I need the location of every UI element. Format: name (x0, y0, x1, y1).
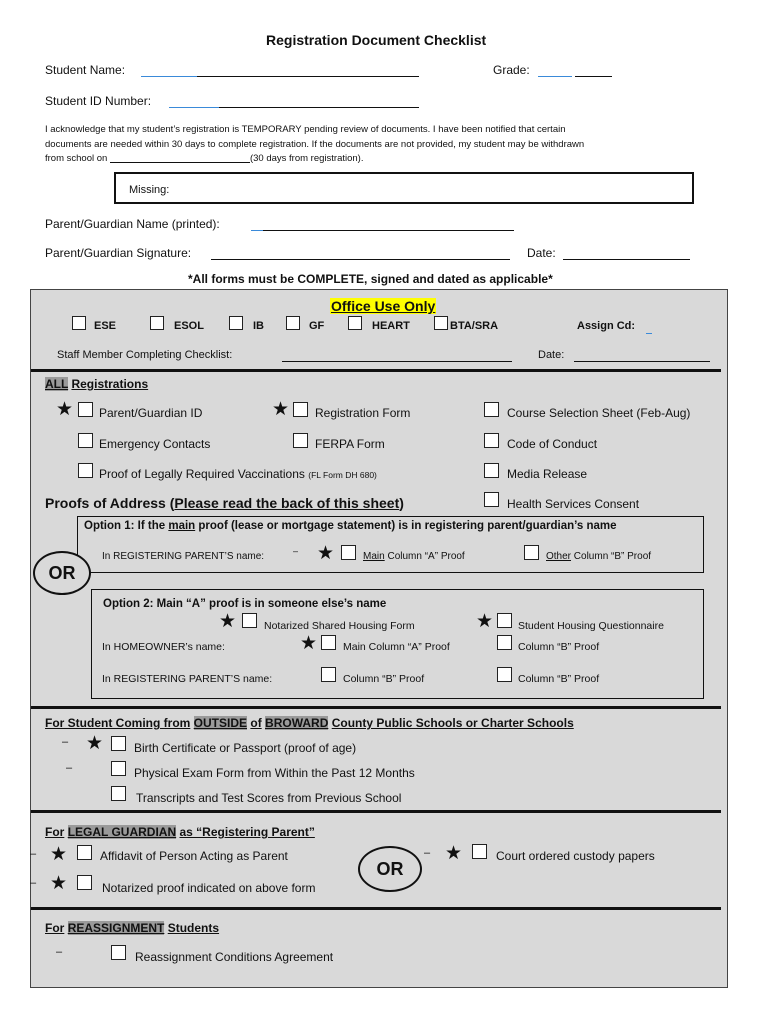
student-name-field[interactable] (197, 76, 419, 77)
code-of-conduct-checkbox[interactable] (484, 433, 499, 448)
star-icon: ★ (50, 873, 68, 894)
col-a-proof: Column “A” Proof (387, 551, 465, 562)
main-word: Main (363, 551, 385, 562)
homeowner-col-b-label: Column “B” Proof (518, 641, 600, 653)
ib-label: IB (253, 320, 264, 332)
star-icon: ★ (476, 611, 494, 632)
proofs-heading-a: Proofs of Address ( (45, 495, 175, 511)
reassignment-label: Reassignment Conditions Agreement (135, 950, 334, 964)
outside-heading (45, 716, 574, 730)
emergency-contacts-label: Emergency Contacts (99, 437, 211, 451)
health-services-label: Health Services Consent (507, 497, 640, 511)
ferpa-checkbox[interactable] (293, 433, 308, 448)
court-custody-checkbox[interactable] (472, 844, 487, 859)
physical-exam-checkbox[interactable] (111, 761, 126, 776)
staff-date-field[interactable] (574, 361, 710, 362)
parent-signature-field[interactable] (211, 259, 510, 260)
student-id-label: Student ID Number: (45, 94, 152, 108)
ib-checkbox[interactable] (229, 316, 243, 330)
parent-col-b-label: Column “B” Proof (343, 673, 425, 685)
or-oval: OR (358, 846, 422, 892)
grade-prefill (538, 76, 572, 77)
gf-checkbox[interactable] (286, 316, 300, 330)
transcripts-label: Transcripts and Test Scores from Previous School (136, 791, 402, 805)
acknowledge-line-3 (45, 153, 363, 164)
outside-c: of (250, 716, 262, 730)
registration-form-label: Registration Form (315, 406, 411, 420)
option-1-main-label (363, 551, 465, 562)
missing-label: Missing: (129, 184, 170, 196)
staff-date-label: Date: (538, 349, 565, 361)
grade-label: Grade: (493, 63, 530, 77)
student-name-prefill (141, 76, 197, 77)
homeowner-label: In HOMEOWNER’s name: (102, 641, 225, 653)
parent-col-b2-checkbox[interactable] (497, 667, 512, 682)
dash-mark: – (293, 546, 299, 556)
option-1-main-checkbox[interactable] (341, 545, 356, 560)
signature-date-label: Date: (527, 246, 556, 260)
proofs-heading-b: Please read the back of this sheet (174, 495, 400, 511)
signature-date-field[interactable] (563, 259, 690, 260)
health-services-checkbox[interactable] (484, 492, 499, 507)
vaccinations-checkbox[interactable] (78, 463, 93, 478)
dash-mark: – (30, 877, 37, 889)
emergency-contacts-checkbox[interactable] (78, 433, 93, 448)
grade-field[interactable] (575, 76, 612, 77)
acknowledge-line-3b: (30 days from registration). (249, 153, 364, 164)
dash-mark: – (30, 848, 37, 860)
star-icon: ★ (272, 399, 290, 420)
section-divider (31, 706, 721, 709)
affidavit-checkbox[interactable] (77, 845, 92, 860)
all-registrations-heading (45, 377, 148, 391)
code-of-conduct-label: Code of Conduct (507, 437, 598, 451)
parent-signature-label: Parent/Guardian Signature: (45, 246, 192, 260)
registrations-word: Registrations (71, 377, 149, 391)
bta-sra-label: BTA/SRA (450, 320, 499, 332)
star-icon: ★ (50, 844, 68, 865)
star-icon: ★ (56, 399, 74, 420)
course-selection-label: Course Selection Sheet (Feb-Aug) (507, 406, 691, 420)
homeowner-main-label: Main Column “A” Proof (343, 641, 450, 653)
heart-label: HEART (372, 320, 410, 332)
dash-mark: – (424, 847, 431, 859)
office-use-title: Office Use Only (331, 298, 436, 314)
all-highlight: ALL (45, 377, 69, 391)
or-oval: OR (33, 551, 91, 595)
acknowledge-line-1: I acknowledge that my student’s registration is TEMPORARY pending review of documents. I have been notified that certain (45, 124, 566, 135)
outside-d: BROWARD (265, 716, 329, 730)
star-icon: ★ (445, 843, 463, 864)
legal-a: For (45, 825, 65, 839)
legal-b: LEGAL GUARDIAN (67, 825, 177, 839)
assign-code-field[interactable] (646, 333, 652, 334)
ese-checkbox[interactable] (72, 316, 86, 330)
esol-label: ESOL (174, 320, 204, 332)
section-divider (31, 907, 721, 910)
proofs-heading-c: ) (399, 495, 404, 511)
notarized-proof-label: Notarized proof indicated on above form (102, 881, 316, 895)
dash-mark: – (56, 946, 63, 958)
ese-label: ESE (94, 320, 117, 332)
birth-certificate-checkbox[interactable] (111, 736, 126, 751)
dash-mark: – (66, 762, 73, 774)
option-2-parent-label: In REGISTERING PARENT’S name: (102, 673, 273, 685)
media-release-label: Media Release (507, 467, 588, 481)
notarized-form-checkbox[interactable] (242, 613, 257, 628)
acknowledge-line-2: documents are needed within 30 days to complete registration. If the documents are not provided, my student may be withdrawn (45, 139, 585, 150)
outside-e: County Public Schools or Charter Schools (331, 716, 574, 730)
option-2-heading: Option 2: Main “A” proof is in someone else’s name (103, 598, 387, 610)
esol-checkbox[interactable] (150, 316, 164, 330)
student-housing-label: Student Housing Questionnaire (518, 620, 664, 632)
parent-col-b-checkbox[interactable] (321, 667, 336, 682)
student-id-field[interactable] (219, 107, 419, 108)
reassignment-heading (45, 921, 219, 935)
parent-name-prefill (251, 230, 263, 231)
outside-a: For Student Coming from (45, 716, 191, 730)
court-custody-label: Court ordered custody papers (496, 849, 655, 863)
course-selection-checkbox[interactable] (484, 402, 499, 417)
parent-name-field[interactable] (263, 230, 514, 231)
withdraw-date-field[interactable] (110, 162, 250, 163)
reassign-a: For (45, 921, 65, 935)
reassign-b: REASSIGNMENT (67, 921, 165, 935)
dash-mark: – (62, 736, 69, 748)
gf-label: GF (309, 320, 325, 332)
vaccinations-note: (FL Form DH 680) (308, 470, 377, 480)
option-1-main: main (168, 520, 196, 532)
parent-id-checkbox[interactable] (78, 402, 93, 417)
notarized-form-label: Notarized Shared Housing Form (264, 620, 415, 632)
option-1-other-label (546, 551, 651, 562)
forms-notice: *All forms must be COMPLETE, signed and dated as applicable* (188, 272, 553, 286)
parent-name-label: Parent/Guardian Name (printed): (45, 217, 220, 231)
section-divider (31, 810, 721, 813)
ferpa-label: FERPA Form (315, 437, 385, 451)
parent-col-b2-label: Column “B” Proof (518, 673, 600, 685)
star-icon: ★ (86, 733, 104, 754)
notarized-proof-checkbox[interactable] (77, 875, 92, 890)
legal-c: as “Registering Parent” (179, 825, 315, 839)
birth-certificate-label: Birth Certificate or Passport (proof of age) (134, 741, 357, 755)
bta-sra-checkbox[interactable] (434, 316, 448, 330)
media-release-checkbox[interactable] (484, 463, 499, 478)
homeowner-col-b-checkbox[interactable] (497, 635, 512, 650)
proofs-heading (45, 495, 404, 511)
star-icon: ★ (219, 611, 237, 632)
assign-code-label: Assign Cd: (577, 320, 636, 332)
staff-member-field[interactable] (282, 361, 512, 362)
affidavit-label: Affidavit of Person Acting as Parent (100, 849, 288, 863)
registration-form-checkbox[interactable] (293, 402, 308, 417)
reassign-c: Students (167, 921, 220, 935)
col-b-proof: Column “B” Proof (573, 551, 652, 562)
student-housing-checkbox[interactable] (497, 613, 512, 628)
option-1-heading (84, 520, 617, 532)
student-id-prefill (169, 107, 219, 108)
legal-guardian-heading (45, 825, 315, 839)
star-icon: ★ (317, 543, 335, 564)
star-icon: ★ (300, 633, 318, 654)
section-divider (31, 369, 721, 372)
acknowledge-line-3a: from school on (45, 153, 108, 164)
missing-box[interactable] (114, 172, 694, 204)
option-1-a: Option 1: If the (84, 520, 166, 532)
homeowner-main-checkbox[interactable] (321, 635, 336, 650)
option-1-c: proof (lease or mortgage statement) is in registering parent/guardian’s name (198, 520, 617, 532)
page-title: Registration Document Checklist (266, 32, 487, 48)
vaccinations-text: Proof of Legally Required Vaccinations (99, 467, 305, 481)
option-1-parent-label: In REGISTERING PARENT’S name: (102, 551, 265, 562)
other-word: Other (546, 551, 572, 562)
student-name-label: Student Name: (45, 63, 126, 77)
vaccinations-label (99, 467, 377, 481)
physical-exam-label: Physical Exam Form from Within the Past 12 Months (134, 766, 415, 780)
staff-member-label: Staff Member Completing Checklist: (57, 349, 233, 361)
parent-id-label: Parent/Guardian ID (99, 406, 203, 420)
heart-checkbox[interactable] (348, 316, 362, 330)
outside-b: OUTSIDE (193, 716, 248, 730)
option-1-other-checkbox[interactable] (524, 545, 539, 560)
transcripts-checkbox[interactable] (111, 786, 126, 801)
reassignment-checkbox[interactable] (111, 945, 126, 960)
